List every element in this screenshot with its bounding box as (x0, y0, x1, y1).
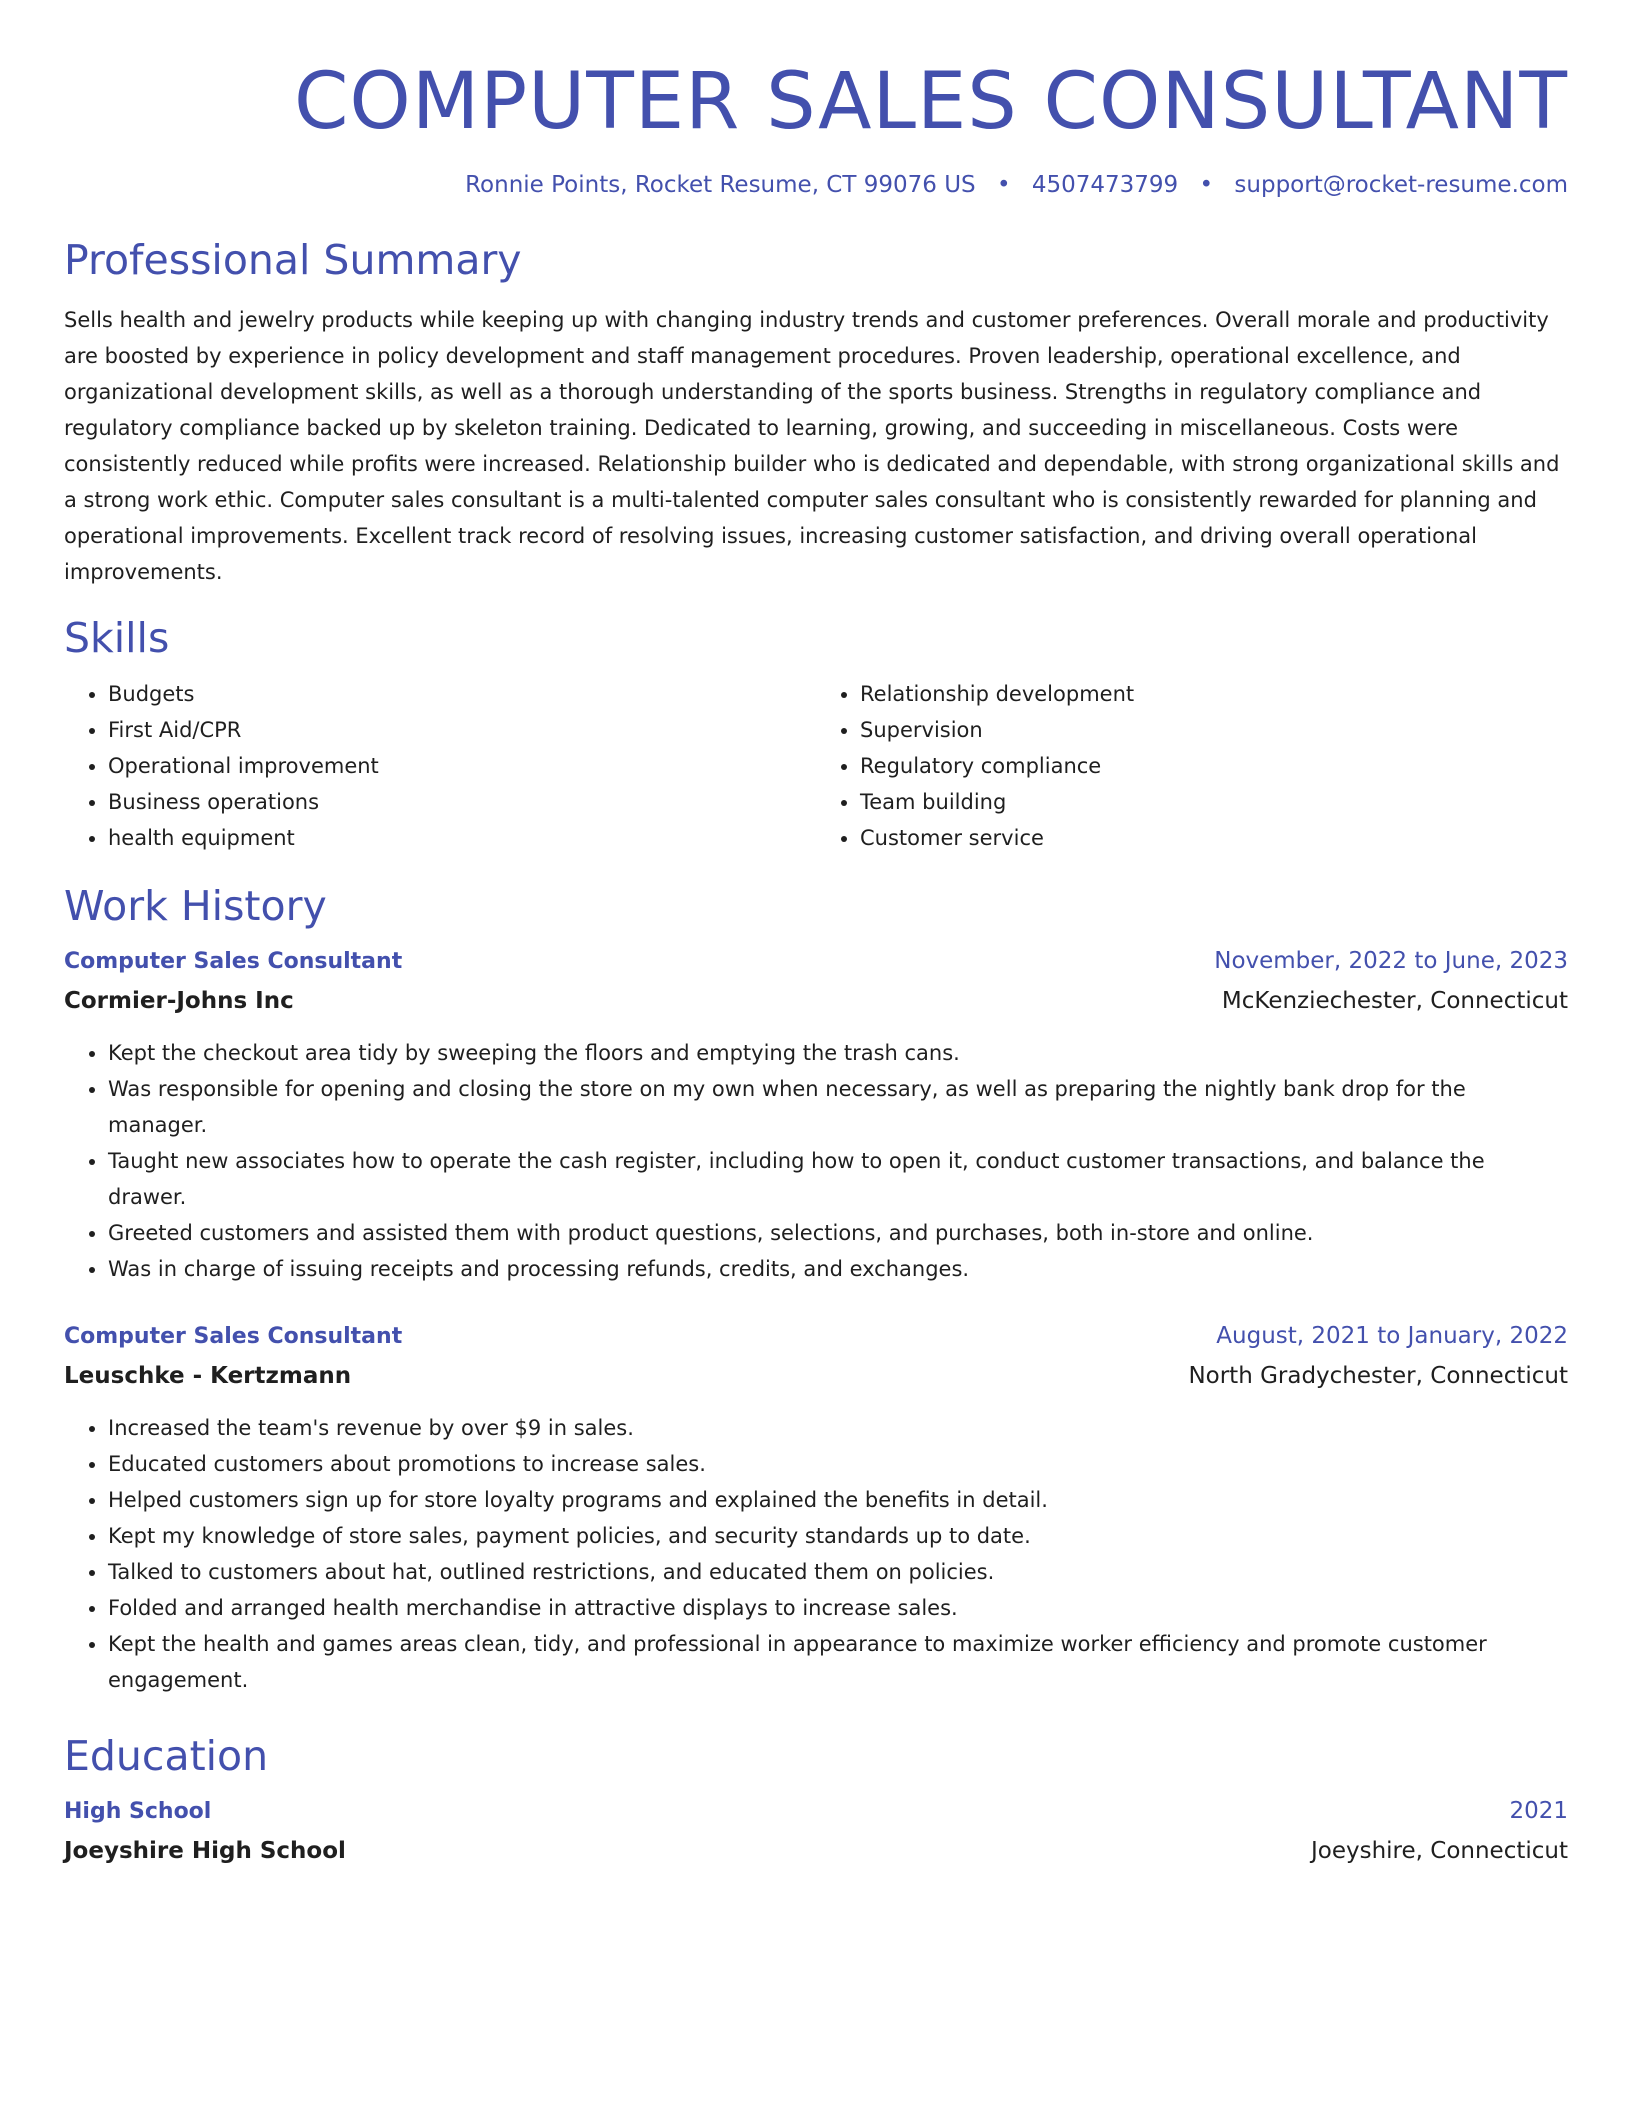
education-location: Joeyshire, Connecticut (1310, 1838, 1568, 1864)
work-history-heading: Work History (64, 882, 327, 930)
education-school-row (64, 1831, 1568, 1871)
contact-line (64, 172, 1568, 198)
job-bullet: • Educated customers about promotions to increase sales. (108, 1446, 1568, 1482)
job-bullet: • Kept my knowledge of store sales, payment policies, and security standards up to date. (108, 1518, 1568, 1554)
job-title-row (64, 1317, 1568, 1356)
contact-phone: 4507473799 (1031, 172, 1179, 198)
job-bullet: • Kept the checkout area tidy by sweeping the floors and emptying the trash cans. (108, 1035, 1568, 1071)
job-bullet: • Greeted customers and assisted them with product questions, selections, and purchases, both in-store and online. (108, 1215, 1568, 1251)
skill-item: • Budgets (108, 676, 816, 712)
job-location: McKenziechester, Connecticut (1221, 988, 1568, 1014)
job-company-row (64, 1356, 1568, 1396)
job-dates: November, 2022 to June, 2023 (1214, 948, 1568, 974)
job-bullet: • Taught new associates how to operate the cash register, including how to open it, conduct customer transactions, and balance the drawer. (108, 1143, 1568, 1215)
skills-heading: Skills (64, 614, 170, 662)
job-company-row (64, 981, 1568, 1021)
education-degree: High School (64, 1799, 212, 1824)
job-bullet: • Talked to customers about hat, outlined restrictions, and educated them on policies. (108, 1554, 1568, 1590)
skills-columns (64, 676, 1568, 856)
skill-item: • Operational improvement (108, 748, 816, 784)
skills-section (64, 610, 1568, 856)
job-bullet: • Was responsible for opening and closing the store on my own when necessary, as well as preparing the nightly bank drop for the manager. (108, 1071, 1568, 1143)
skill-item: • health equipment (108, 820, 816, 856)
skill-item: • Supervision (860, 712, 1568, 748)
job-bullet: • Helped customers sign up for store loyalty programs and explained the benefits in detail. (108, 1482, 1568, 1518)
skill-item: • Relationship development (860, 676, 1568, 712)
skill-item: • Customer service (860, 820, 1568, 856)
contact-email: support@rocket-resume.com (1234, 172, 1568, 198)
job-bullets (64, 1410, 1568, 1698)
skills-list-left (64, 676, 816, 856)
job-company: Cormier-Johns Inc (64, 988, 294, 1014)
job-entry (64, 1317, 1568, 1698)
education-year: 2021 (1509, 1798, 1568, 1824)
skills-list-right (816, 676, 1568, 856)
education-degree-row (64, 1792, 1568, 1831)
job-dates: August, 2021 to January, 2022 (1216, 1323, 1568, 1349)
job-entry (64, 942, 1568, 1287)
job-bullet: • Was in charge of issuing receipts and processing refunds, credits, and exchanges. (108, 1251, 1568, 1287)
job-title: Computer Sales Consultant (64, 1324, 403, 1349)
skill-item: • Team building (860, 784, 1568, 820)
job-bullet: • Increased the team's revenue by over $9 in sales. (108, 1410, 1568, 1446)
job-bullet: • Kept the health and games areas clean, tidy, and professional in appearance to maximize worker efficiency and promote customer engagement. (108, 1626, 1568, 1698)
contact-separator: • (996, 172, 1011, 198)
education-section (64, 1728, 1568, 1871)
education-school: Joeyshire High School (64, 1838, 346, 1864)
resume-header (64, 52, 1568, 198)
contact-separator: • (1199, 172, 1214, 198)
summary-heading: Professional Summary (64, 236, 522, 284)
skill-item: • Regulatory compliance (860, 748, 1568, 784)
contact-address: Ronnie Points, Rocket Resume, CT 99076 US (465, 172, 976, 198)
resume-name: COMPUTER SALES CONSULTANT (293, 57, 1568, 147)
summary-section (64, 232, 1568, 590)
job-bullet: • Folded and arranged health merchandise in attractive displays to increase sales. (108, 1590, 1568, 1626)
job-company: Leuschke - Kertzmann (64, 1363, 352, 1389)
work-history-section (64, 878, 1568, 1698)
skill-item: • Business operations (108, 784, 816, 820)
skill-item: • First Aid/CPR (108, 712, 816, 748)
job-title-row (64, 942, 1568, 981)
job-location: North Gradychester, Connecticut (1188, 1363, 1568, 1389)
job-bullets (64, 1035, 1568, 1287)
job-title: Computer Sales Consultant (64, 949, 403, 974)
education-heading: Education (64, 1732, 269, 1780)
summary-text: Sells health and jewelry products while keeping up with changing industry trends and customer preferences. Overall morale and productivity are boosted by experience in policy development and staff management procedures. Proven leadership, operational excellence, and organizational development skills, as well as a thorough understanding of the sports business. Strengths in regulatory compliance and regulatory compliance backed up by skeleton training. Dedicated to learning, growing, and succeeding in miscellaneous. Costs were consistently reduced while profits were increased. Relationship builder who is dedicated and dependable, with strong organizational skills and a strong work ethic. Computer sales consultant is a multi-talented computer sales consultant who is consistently rewarded for planning and operational improvements. Excellent track record of resolving issues, increasing customer satisfaction, and driving overall operational improvements. (64, 308, 1560, 584)
